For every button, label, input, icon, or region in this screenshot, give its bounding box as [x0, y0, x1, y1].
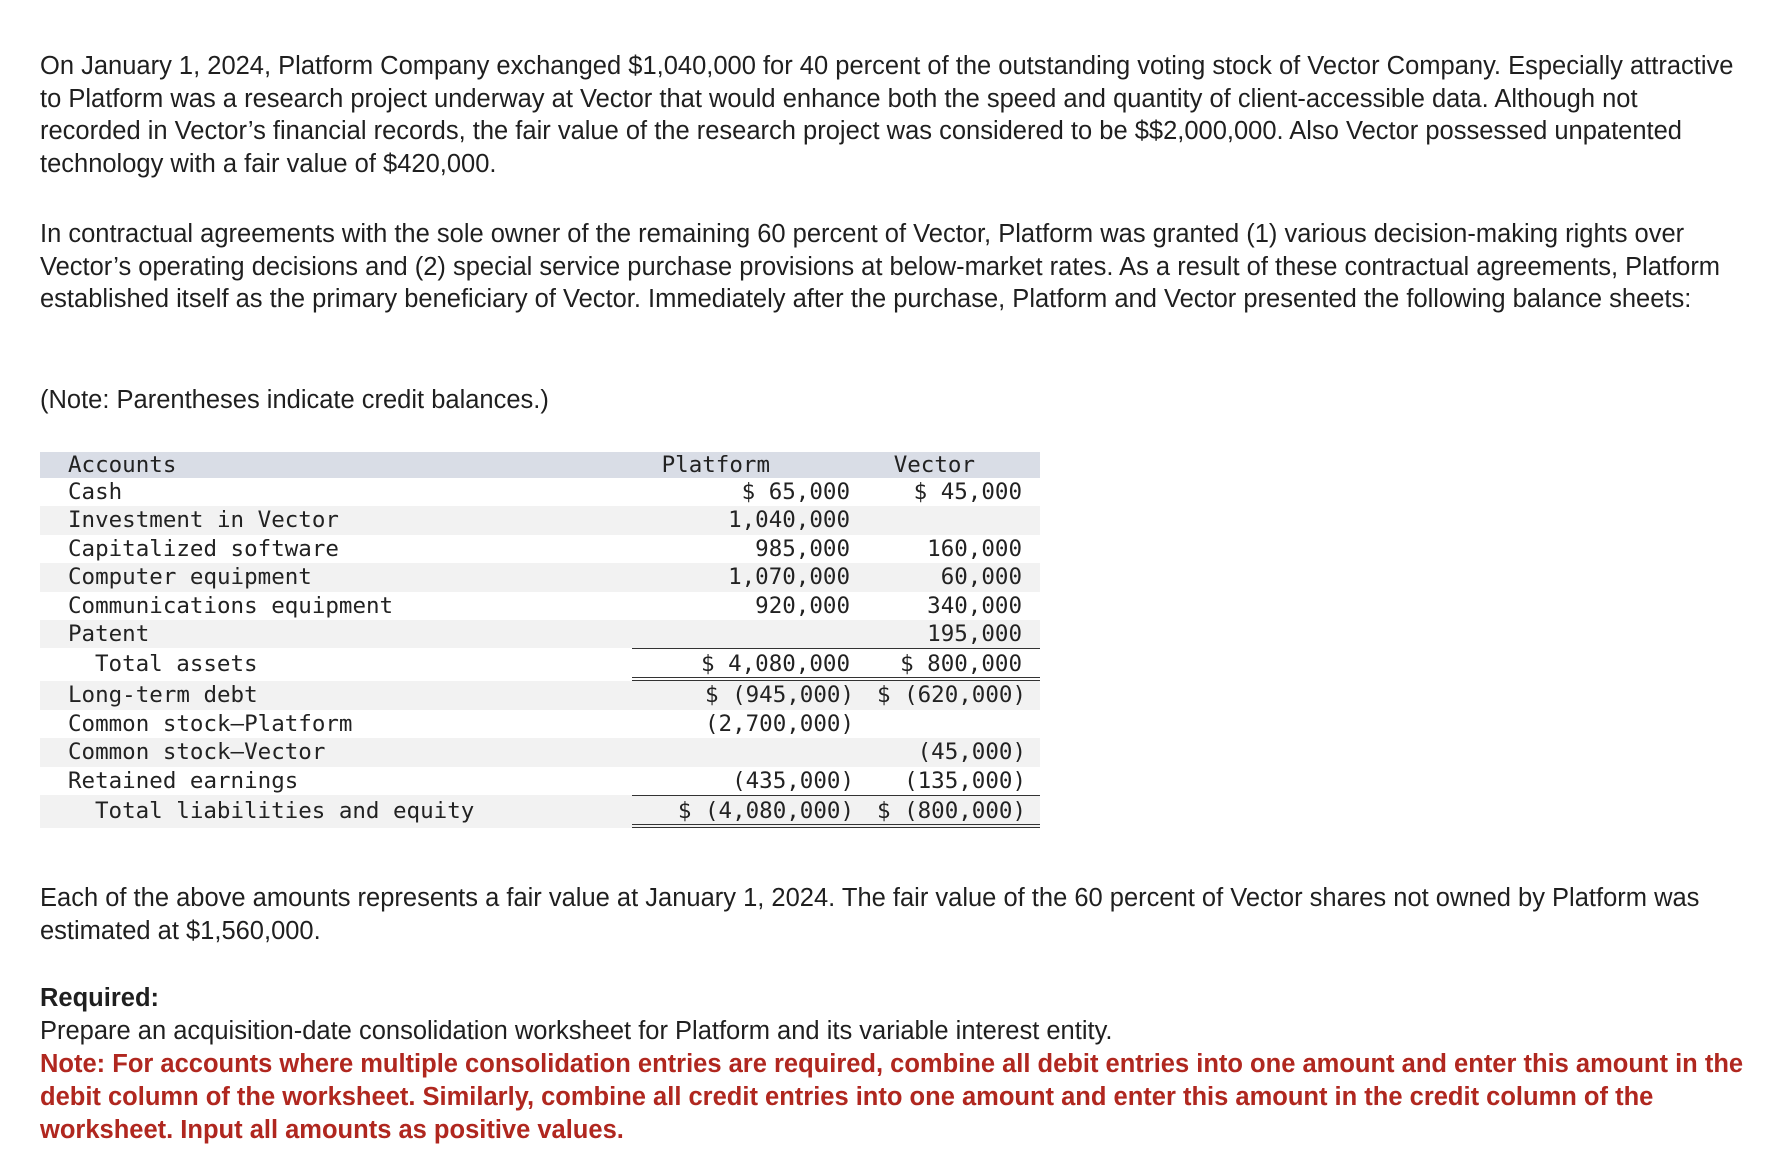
table-row	[40, 535, 1040, 563]
vector-amount: 195,000	[927, 620, 1022, 647]
header-vector: Vector	[893, 452, 975, 478]
account-name: Communications equipment	[68, 592, 394, 619]
platform-amount: $ 4,080,000	[700, 651, 850, 678]
credit-note: (Note: Parentheses indicate credit balances.)	[40, 386, 549, 414]
platform-amount: $ 65,000	[741, 479, 850, 505]
intro-paragraph-2: In contractual agreements with the sole owner of the remaining 60 percent of Vector, Platform was granted (1) various decision-making rights over Vector’s operating decisions and (2) special service purchase provisions at below-market rates. As a result of these contractual agreements, Platform established itself as the primary beneficiary of Vector. Immediately after the purchase, Platform and Vector presented the following balance sheets:	[40, 220, 1721, 313]
vector-amount: $ 800,000	[900, 651, 1022, 678]
table-row	[40, 710, 1040, 738]
vector-amount: $ (620,000)	[876, 682, 1026, 709]
vector-amount: $ (800,000)	[876, 797, 1026, 824]
total-assets-row	[40, 648, 1040, 681]
platform-amount: 920,000	[755, 592, 850, 619]
required-body: Prepare an acquisition-date consolidation worksheet for Platform and its variable interest entity.	[40, 1017, 1113, 1045]
required-title: Required:	[40, 984, 160, 1012]
required-section	[40, 982, 1750, 1147]
table-row	[40, 767, 1040, 795]
account-name: Capitalized software	[68, 535, 339, 562]
account-name: Computer equipment	[68, 564, 312, 591]
account-name: Retained earnings	[68, 767, 299, 794]
platform-amount: (435,000)	[732, 767, 854, 794]
header-accounts: Accounts	[68, 452, 177, 478]
intro-paragraph-1: On January 1, 2024, Platform Company exchanged $1,040,000 for 40 percent of the outstanding voting stock of Vector Company. Especially attractive to Platform was a research project underway at Vector that would enhance both the speed and quantity of client-accessible data. Although not recorded in Vector’s financial records, the fair value of the research project was considered to be $$2,000,000. Also Vector possessed unpatented technology with a fair value of $420,000.	[40, 52, 1734, 178]
balance-sheet-table	[40, 452, 1040, 828]
table-header-row	[40, 452, 1040, 478]
required-note: Note: For accounts where multiple consolidation entries are required, combine all debit entries into one amount and enter this amount in the debit column of the worksheet. Similarly, combine all credit entries into one amount and enter this amount in the credit column of the worksheet. Input all amounts as positive values.	[40, 1050, 1744, 1144]
account-name: Total liabilities and equity	[95, 797, 475, 824]
platform-amount: $ (945,000)	[704, 682, 854, 709]
account-name: Total assets	[95, 651, 258, 678]
account-name: Long-term debt	[68, 682, 258, 709]
table-row	[40, 592, 1040, 620]
table-row	[40, 506, 1040, 534]
vector-amount: $ 45,000	[913, 479, 1022, 505]
account-name: Patent	[68, 620, 150, 647]
table-row	[40, 738, 1040, 766]
vector-amount: 60,000	[940, 564, 1022, 591]
platform-amount: 1,070,000	[728, 564, 850, 591]
fair-value-paragraph: Each of the above amounts represents a fair value at January 1, 2024. The fair value of the 60 percent of Vector shares not owned by Platform was estimated at $1,560,000.	[40, 884, 1700, 945]
platform-amount: 1,040,000	[728, 507, 850, 534]
vector-amount: 160,000	[927, 535, 1022, 562]
platform-amount: (2,700,000)	[704, 710, 854, 737]
vector-amount: (135,000)	[904, 767, 1026, 794]
table-row	[40, 681, 1040, 709]
table-row	[40, 620, 1040, 648]
platform-amount: $ (4,080,000)	[677, 797, 854, 824]
header-platform: Platform	[661, 452, 770, 478]
vector-amount: 340,000	[927, 592, 1022, 619]
platform-amount: 985,000	[755, 535, 850, 562]
account-name: Investment in Vector	[68, 507, 339, 534]
table-row	[40, 563, 1040, 591]
account-name: Common stock–Vector	[68, 739, 326, 766]
account-name: Common stock–Platform	[68, 710, 353, 737]
account-name: Cash	[68, 479, 123, 505]
vector-amount: (45,000)	[917, 739, 1026, 766]
table-row	[40, 478, 1040, 506]
total-liabilities-row	[40, 795, 1040, 828]
